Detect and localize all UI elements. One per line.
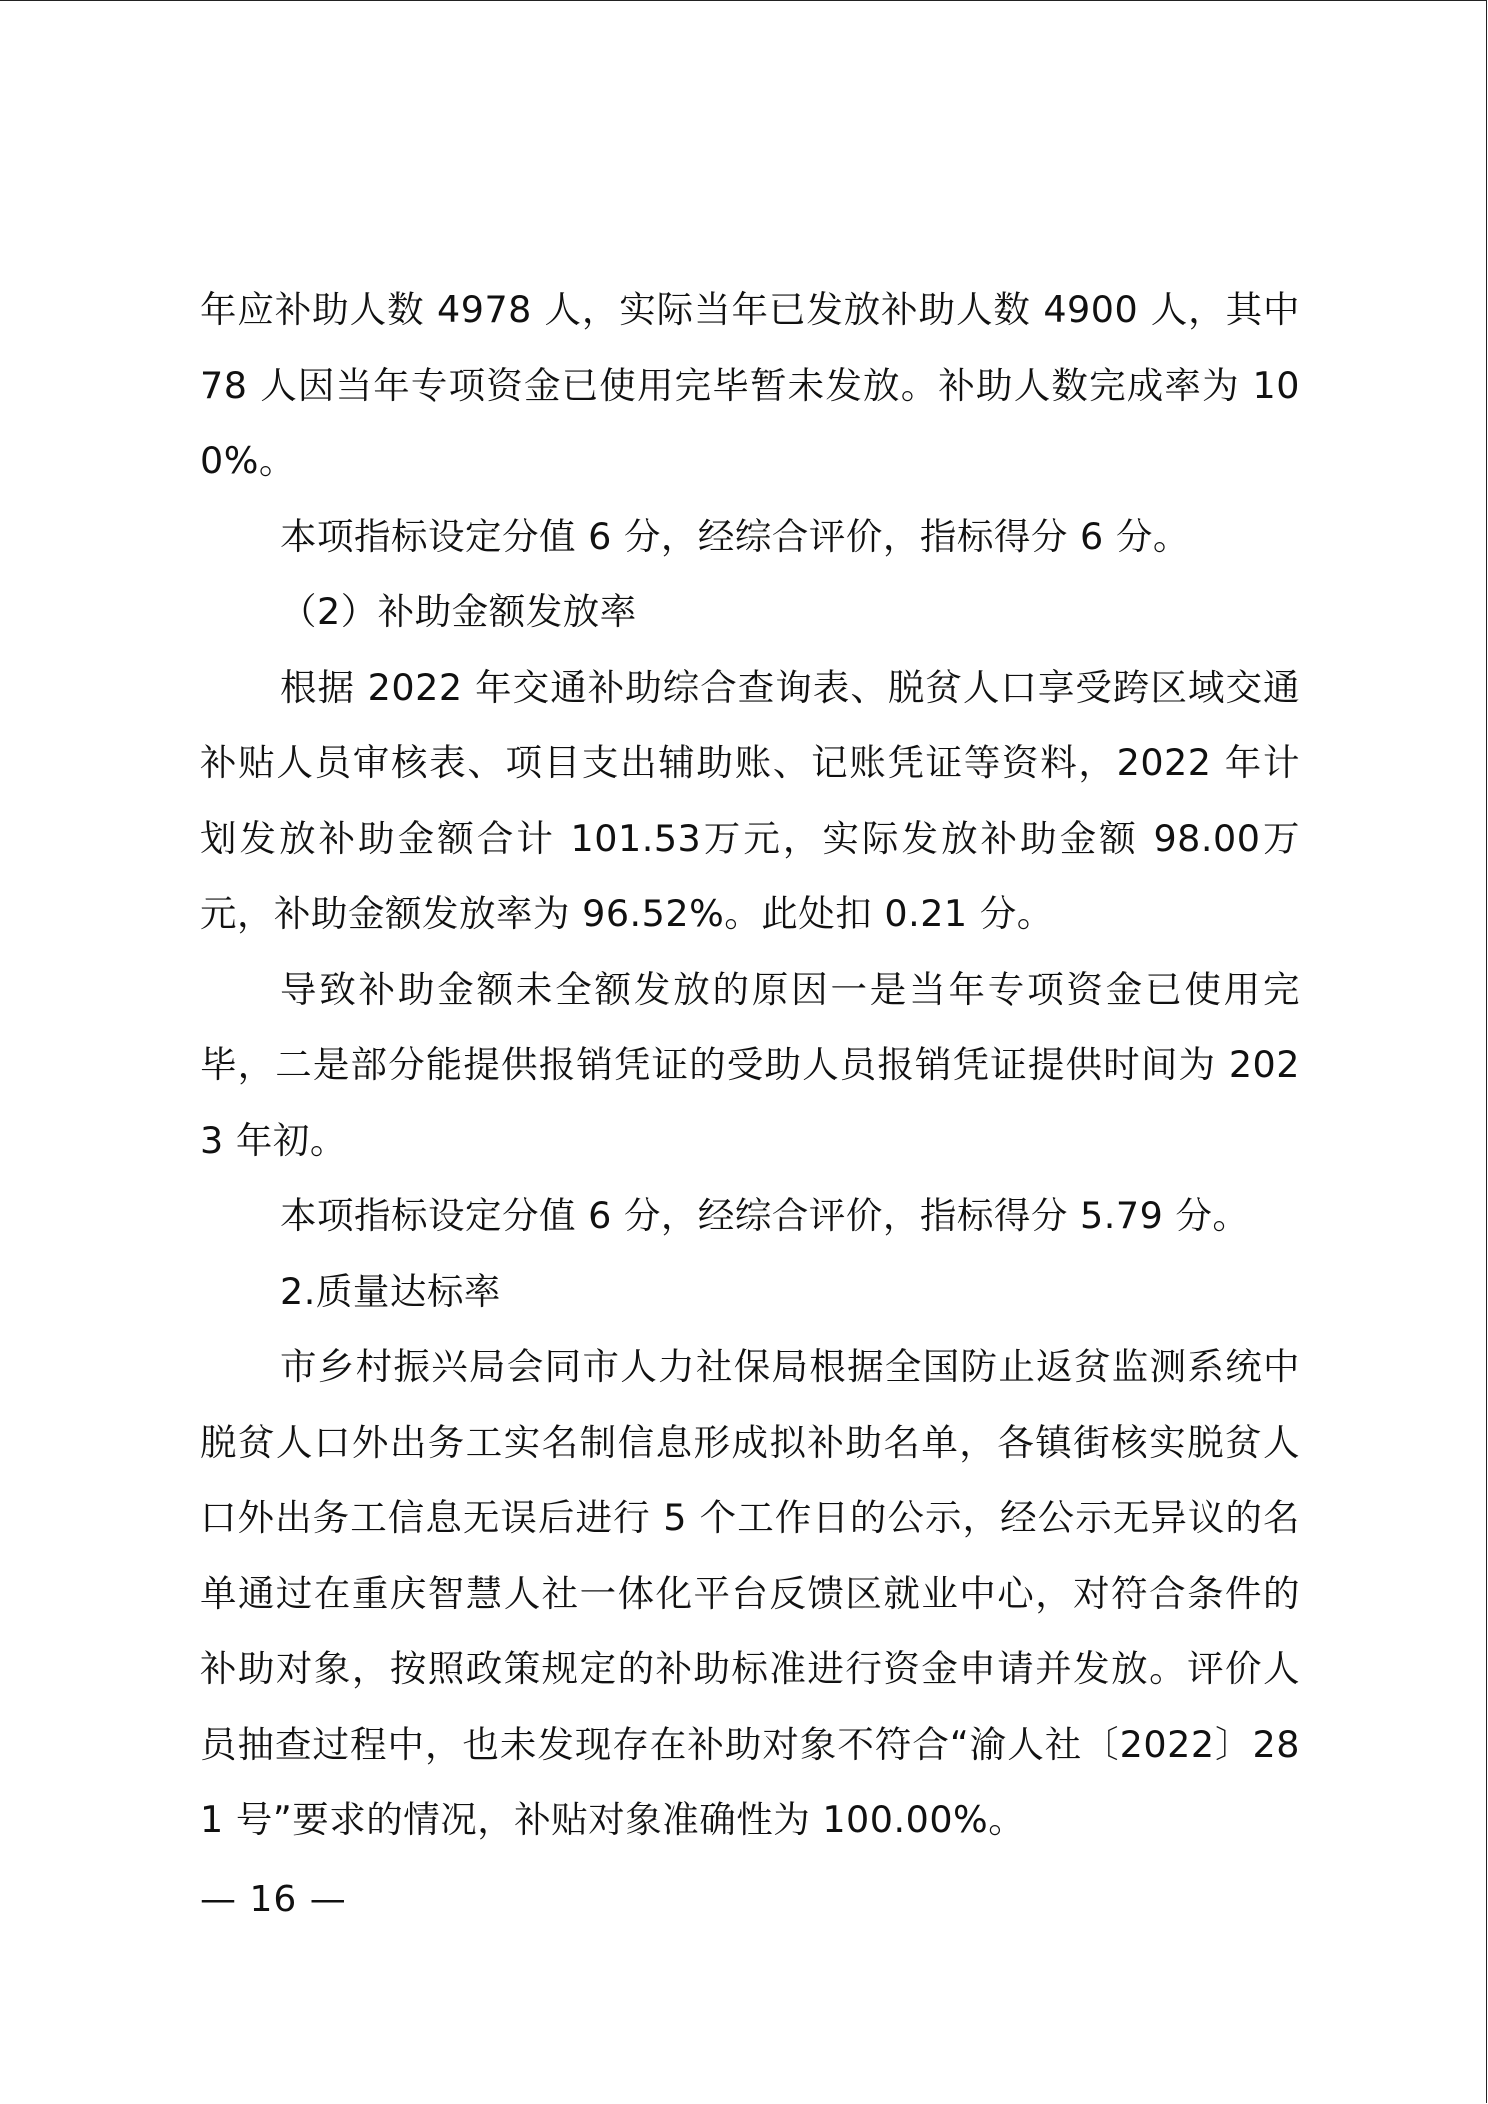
paragraph-6: 市乡村振兴局会同市人力社保局根据全国防止返贫监测系统中脱贫人口外出务工实名制信息形成拟补助名单，各镇街核实脱贫人口外出务工信息无误后进行 5 个工作日的公示，经公示无异议的名单通过在重庆智慧人社一体化平台反馈区就业中心，对符合条件的补助对象，按照政策规定的补助标准进行资金申请并发放。评价人员抽查过程中，也未发现存在补助对象不符合“渝人社〔2022〕281 号”要求的情况，补贴对象准确性为 100.00%。 bbox=[200, 1345, 1300, 1841]
paragraph-1: 年应补助人数 4978 人，实际当年已发放补助人数 4900 人，其中 78 人因当年专项资金已使用完毕暂未发放。补助人数完成率为 100%。 bbox=[200, 288, 1300, 482]
paragraph-2: 本项指标设定分值 6 分，经综合评价，指标得分 6 分。 bbox=[280, 514, 1190, 558]
section-heading-disbursement-rate: （2）补助金额发放率 bbox=[280, 590, 637, 633]
paragraph-5: 本项指标设定分值 6 分，经综合评价，指标得分 5.79 分。 bbox=[280, 1194, 1250, 1237]
paragraph-4: 导致补助金额未全额发放的原因一是当年专项资金已使用完毕，二是部分能提供报销凭证的受助人员报销凭证提供时间为 2023 年初。 bbox=[200, 967, 1300, 1162]
document-body bbox=[200, 272, 1300, 1858]
paragraph-3: 根据 2022 年交通补助综合查询表、脱贫人口享受跨区域交通补贴人员审核表、项目支出辅助账、记账凭证等资料，2022 年计划发放补助金额合计 101.53万元，实际发放补助金额 98.00万元，补助金额发放率为 96.52%。此处扣 0.21 分。 bbox=[200, 665, 1300, 935]
page-number: — 16 — bbox=[200, 1879, 347, 1920]
section-heading-quality-rate: 2.质量达标率 bbox=[280, 1269, 501, 1313]
